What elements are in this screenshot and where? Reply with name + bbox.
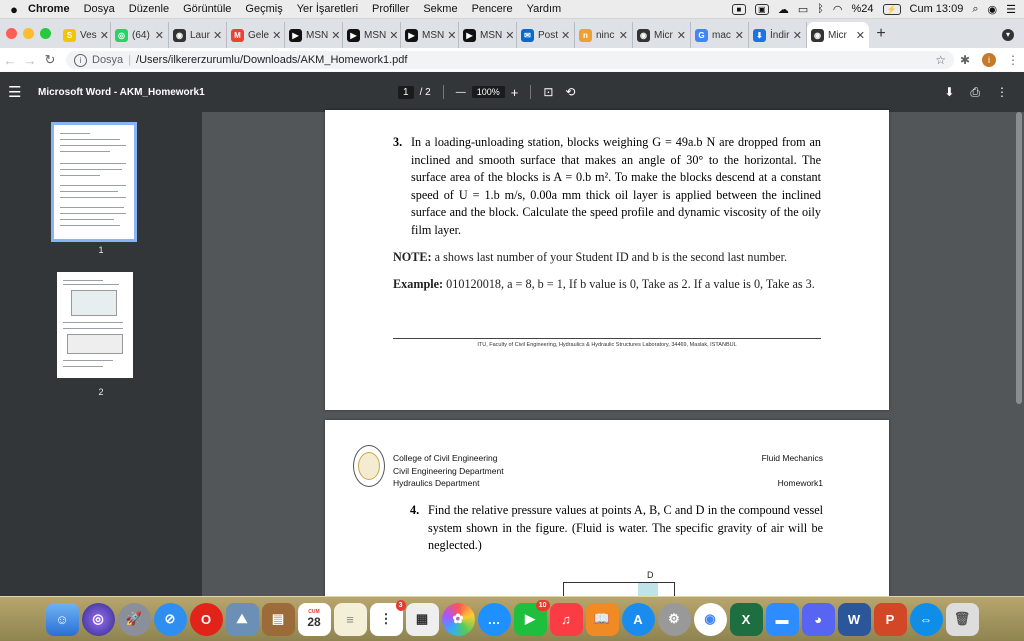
homework-label: Homework1 [777, 478, 823, 488]
browser-tab[interactable] [459, 22, 517, 48]
extensions-puzzle-icon[interactable]: ✱ [959, 53, 971, 67]
tab-close-icon[interactable]: ✕ [389, 29, 399, 42]
cloud-icon[interactable]: ☁ [777, 3, 789, 16]
status-icons [732, 3, 1024, 16]
menu-file[interactable]: Dosya [83, 3, 115, 15]
rotate-icon[interactable]: ⟲ [565, 85, 576, 99]
more-options-icon[interactable]: ⋮ [996, 84, 1008, 99]
tab-favicon-icon: ▶ [289, 29, 302, 42]
bluetooth-icon[interactable]: ᛒ [817, 3, 824, 15]
department-name: Civil Engineering Department [393, 465, 504, 476]
university-seal-logo [353, 445, 385, 487]
facetime-icon[interactable]: ▶ 10 [514, 603, 547, 636]
reminders-icon[interactable]: ⋮ 3 [370, 603, 403, 636]
note-label: NOTE: [393, 250, 432, 264]
viewer-scrollbar[interactable] [1016, 112, 1022, 404]
clock[interactable]: Cum 13:09 [909, 3, 964, 15]
tabs [59, 22, 869, 48]
profile-avatar[interactable]: i [982, 53, 996, 67]
menu-view[interactable]: Görüntüle [183, 3, 232, 15]
question-4 [410, 502, 823, 555]
zoom-window-button[interactable] [40, 28, 51, 39]
tab-favicon-icon: n [579, 29, 592, 42]
thumbnail-label-1: 1 [98, 245, 104, 255]
tab-close-icon[interactable]: ✕ [154, 29, 164, 42]
tab-title: İndir [770, 29, 790, 41]
browser-tab[interactable] [807, 22, 869, 48]
trash-icon[interactable]: 🗑 [946, 603, 979, 636]
toolbar-divider [530, 85, 531, 99]
menu-chrome[interactable]: Chrome [28, 3, 70, 15]
tab-title: ninc [596, 29, 615, 41]
tab-favicon-icon: ▶ [405, 29, 418, 42]
tab-favicon-icon: ✉ [521, 29, 534, 42]
browser-tab[interactable] [285, 22, 343, 48]
photo-booth-icon[interactable]: ▦ [406, 603, 439, 636]
display-icon[interactable]: ▭ [797, 3, 809, 16]
siri-icon[interactable]: ◉ [987, 3, 998, 16]
calendar-day: 28 [307, 615, 321, 629]
tab-favicon-icon: ▶ [347, 29, 360, 42]
tab-favicon-icon: G [695, 29, 708, 42]
tab-close-icon[interactable]: ✕ [618, 29, 628, 42]
question-3-number: 3. [393, 135, 403, 149]
page-number-input[interactable]: 1 [398, 86, 414, 99]
tab-close-icon[interactable]: ✕ [676, 29, 686, 42]
menu-bookmarks[interactable]: Yer İşaretleri [296, 3, 359, 15]
tab-title: Gele [248, 29, 270, 41]
page-total: / 2 [419, 86, 431, 98]
tab-title: Micr [654, 29, 673, 41]
menu-help[interactable]: Yardım [526, 3, 562, 15]
contacts-icon[interactable]: ▤ [262, 603, 295, 636]
question-4-number: 4. [410, 503, 420, 517]
excel-icon[interactable]: X [730, 603, 763, 636]
note-text: a shows last number of your Student ID and b is the second last number. [431, 250, 788, 264]
tab-close-icon[interactable]: ✕ [505, 29, 515, 42]
menu-window[interactable]: Pencere [471, 3, 513, 15]
teamviewer-icon[interactable]: ⇔ [910, 603, 943, 636]
reload-icon[interactable]: ↻ [44, 52, 56, 67]
photos-icon[interactable]: ✿ [442, 603, 475, 636]
wifi-icon[interactable]: ◠ [832, 3, 843, 16]
browser-tab[interactable] [227, 22, 285, 48]
zoom-out-button[interactable]: — [455, 86, 466, 98]
forward-arrow-icon[interactable]: → [23, 52, 37, 68]
tab-title: MSN [480, 29, 503, 41]
footer-rule [393, 338, 821, 339]
browser-tab[interactable] [633, 22, 691, 48]
facetime-badge: 10 [536, 600, 550, 611]
tab-title: MSN [306, 29, 329, 41]
page-thumbnail-1[interactable] [54, 125, 134, 239]
sidebar-menu-icon[interactable]: ☰ [8, 84, 22, 101]
tab-search-icon[interactable]: ▾ [1002, 29, 1014, 41]
page-header-left [393, 452, 504, 490]
notes-icon[interactable]: ≡ [334, 603, 367, 636]
download-icon[interactable]: ⬇ [944, 84, 955, 99]
browser-tab[interactable] [749, 22, 807, 48]
tab-close-icon[interactable]: ✕ [213, 29, 223, 42]
chrome-icon[interactable]: ◉ [694, 603, 727, 636]
info-icon[interactable]: i [74, 54, 87, 67]
calendar-icon[interactable]: CUM 28 [298, 603, 331, 636]
tab-title: Micr [828, 29, 847, 41]
minimize-window-button[interactable] [23, 28, 34, 39]
pdf-title: Microsoft Word - AKM_Homework1 [38, 86, 205, 98]
url-text: /Users/ilkererzurumlu/Downloads/AKM_Homework1.pdf [136, 54, 408, 66]
pdf-viewer[interactable] [202, 112, 1024, 596]
question-4-text: Find the relative pressure values at points A, B, C and D in the compound vessel system shown in the figure. (Fluid is water. The specific gravity of air will be neglected.) [428, 503, 823, 552]
word-icon[interactable]: W [838, 603, 871, 636]
powerpoint-icon[interactable]: P [874, 603, 907, 636]
app-store-icon[interactable]: A [622, 603, 655, 636]
app-status-icon[interactable]: ▣ [755, 4, 769, 15]
example-label: Example: [393, 277, 444, 291]
reminders-badge: 3 [396, 600, 406, 611]
page-footer: ITU, Faculty of Civil Engineering, Hydraulics & Hydraulic Structures Laboratory, 34469, Maslak, ISTANBUL [477, 342, 737, 348]
print-icon[interactable]: ⎙ [970, 84, 980, 99]
menu-profiles[interactable]: Profiller [372, 3, 410, 15]
close-window-button[interactable] [6, 28, 17, 39]
battery-percent[interactable]: %24 [851, 3, 874, 15]
tab-favicon-icon: ◉ [811, 29, 824, 42]
browser-tab[interactable] [517, 22, 575, 48]
division-name: Hydraulics Department [393, 478, 480, 488]
thumbnail-sidebar [0, 112, 202, 596]
zoom-in-button[interactable]: + [510, 84, 519, 100]
browser-tab[interactable] [401, 22, 459, 48]
app-status-icon[interactable]: ■ [732, 4, 746, 15]
launchpad-icon[interactable]: 🚀 [118, 603, 151, 636]
tab-favicon-icon: M [231, 29, 244, 42]
course-name: Fluid Mechanics [761, 453, 823, 463]
window-controls [0, 28, 59, 48]
menu-history[interactable]: Geçmiş [245, 3, 283, 15]
browser-tab[interactable] [575, 22, 633, 48]
tab-strip [0, 19, 1024, 48]
system-preferences-icon[interactable]: ⚙ [658, 603, 691, 636]
question-3-text: In a loading-unloading station, blocks weighing G = 49a.b N are dropped from an inclined and smooth surface that makes an angle of 30° to the horizontal. The surface area of the blocks is A = 0.b m². To make the blocks descend at a constant speed of U = 1.b m/s, 0.00a mm thick oil layer is applied between the inclined surface and the block. Calculate the speed profile and dynamic viscosity of the oily film layer. [411, 135, 821, 237]
page-thumbnail-2[interactable] [57, 272, 133, 378]
page-header-right [762, 452, 823, 490]
question-3 [393, 134, 821, 239]
zoom-level-input[interactable]: 100% [472, 86, 505, 98]
tab-close-icon[interactable]: ✕ [447, 29, 457, 42]
address-bar[interactable] [66, 51, 954, 69]
chrome-menu-icon[interactable]: ⋮ [1007, 53, 1019, 67]
url-scheme: Dosya [92, 54, 124, 66]
example-text: 010120018, a = 8, b = 1, If b value is 0, Take as 2. If a value is 0, Take as 3. [443, 277, 815, 291]
menu-tab[interactable]: Sekme [423, 3, 458, 15]
thumbnail-label-2: 2 [98, 387, 104, 397]
tab-close-icon[interactable]: ✕ [734, 29, 744, 42]
mac-menu-bar [0, 0, 1024, 19]
battery-icon[interactable]: ⚡ [883, 4, 901, 15]
tab-close-icon[interactable]: ✕ [99, 29, 109, 42]
books-icon[interactable]: 📖 [586, 603, 619, 636]
tab-favicon-icon: ◎ [115, 29, 128, 42]
tab-title: MSN [422, 29, 445, 41]
pdf-toolbar [0, 72, 1024, 112]
tab-close-icon[interactable]: ✕ [272, 29, 282, 42]
tab-title: Laur [190, 29, 211, 41]
tab-favicon-icon: S [63, 29, 76, 42]
browser-tab[interactable] [111, 22, 169, 48]
bookmark-star-icon[interactable]: ☆ [935, 53, 946, 67]
menu-edit[interactable]: Düzenle [128, 3, 170, 15]
browser-tab[interactable] [59, 22, 111, 48]
browser-tab[interactable] [169, 22, 227, 48]
figure-label-d: D [647, 570, 654, 580]
tab-close-icon[interactable]: ✕ [792, 29, 802, 42]
browser-toolbar [0, 48, 1024, 73]
tab-title: (64) [132, 29, 150, 41]
opera-icon[interactable]: O [190, 603, 223, 636]
preview-icon[interactable]: ⛰ [226, 603, 259, 636]
finder-icon[interactable]: ☺ [46, 603, 79, 636]
url-separator: | [128, 54, 132, 66]
toolbar-divider [443, 85, 444, 99]
music-icon[interactable]: ♫ [550, 603, 583, 636]
control-center-icon[interactable]: ☰ [1006, 3, 1016, 16]
tab-favicon-icon: ▶ [463, 29, 476, 42]
tab-title: MSN [364, 29, 387, 41]
mac-dock [0, 596, 1024, 641]
back-arrow-icon[interactable]: ← [3, 52, 17, 68]
messages-icon[interactable]: … [478, 603, 511, 636]
example-line [393, 276, 825, 294]
browser-tab[interactable] [691, 22, 749, 48]
safari-icon[interactable]: ⊘ [154, 603, 187, 636]
tab-close-icon[interactable]: ✕ [331, 29, 341, 42]
browser-tab[interactable] [343, 22, 401, 48]
zoom-icon[interactable]: ▬ [766, 603, 799, 636]
pdf-page-1 [325, 110, 889, 410]
tab-close-icon[interactable]: ✕ [855, 29, 865, 42]
spotlight-search-icon[interactable]: ⌕ [972, 2, 979, 15]
new-tab-button[interactable]: + [876, 25, 886, 42]
fit-to-page-icon[interactable]: ⊡ [543, 85, 554, 99]
pdf-page-2 [325, 420, 889, 620]
tab-title: Ves [80, 29, 97, 41]
tab-favicon-icon: ⬇ [753, 29, 766, 42]
tab-close-icon[interactable]: ✕ [561, 29, 571, 42]
tab-favicon-icon: ◉ [637, 29, 650, 42]
discord-icon[interactable]: ◕ [802, 603, 835, 636]
siri-icon[interactable]: ◎ [82, 603, 115, 636]
tab-title: Post [538, 29, 559, 41]
note-line [393, 250, 787, 265]
apple-menu-icon[interactable]: ● [10, 1, 18, 17]
college-name: College of Civil Engineering [393, 453, 498, 463]
tab-title: mac [712, 29, 731, 41]
tab-favicon-icon: ◉ [173, 29, 186, 42]
